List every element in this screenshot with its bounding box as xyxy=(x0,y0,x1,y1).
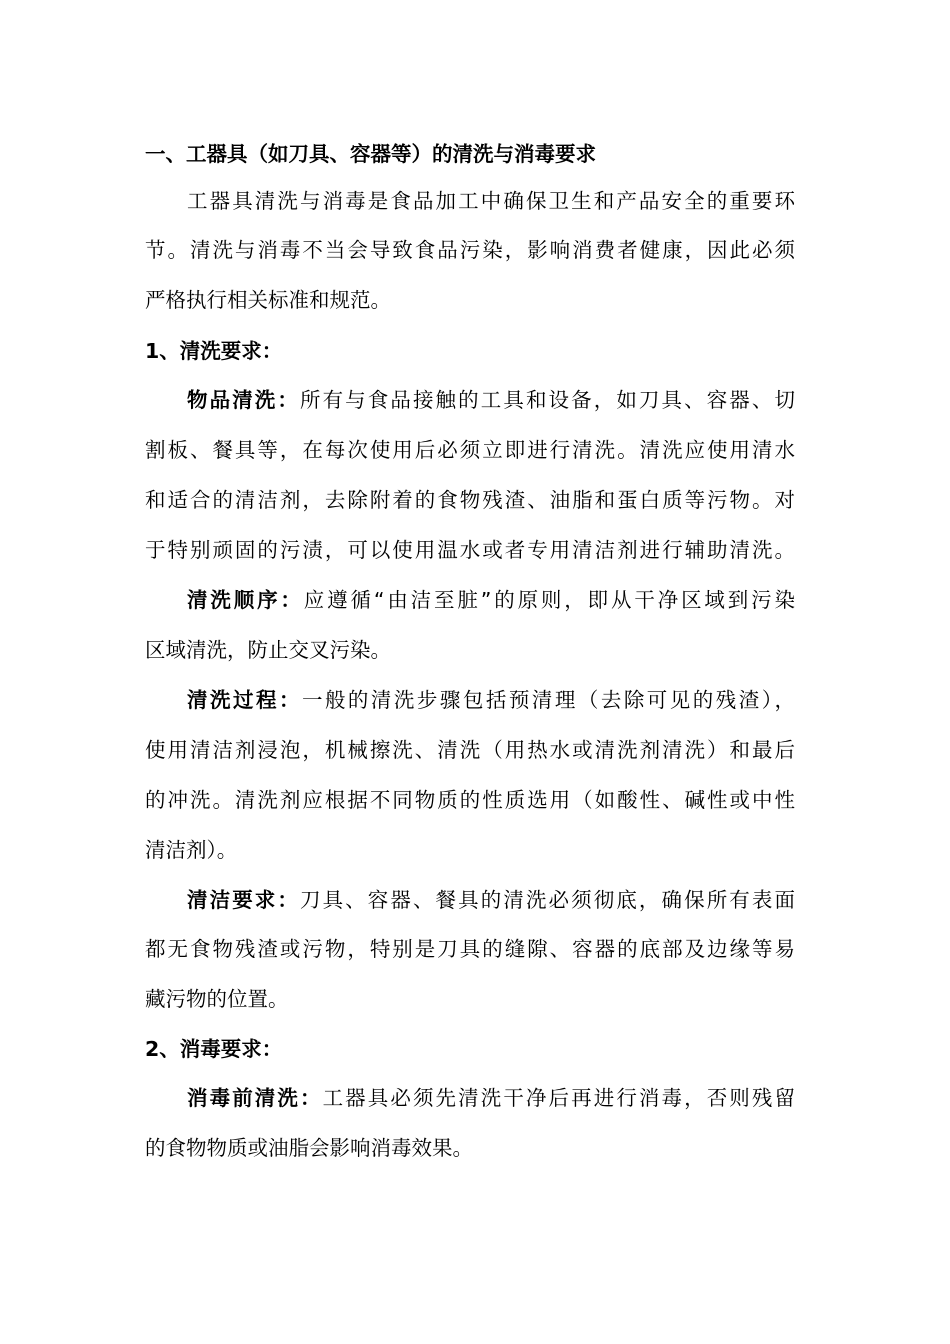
paragraph-first-line xyxy=(145,686,795,714)
term-label: 清洁要求： xyxy=(187,888,300,912)
paragraph-line: 区域清洗，防止交叉污染。 xyxy=(145,638,391,662)
intro-line-2: 节。清洗与消毒不当会导致食品污染，影响消费者健康，因此必须 xyxy=(145,238,795,262)
paragraph-text: 工器具必须先清洗干净后再进行消毒，否则残留 xyxy=(322,1086,795,1110)
paragraph-first-line xyxy=(145,1084,795,1112)
paragraph-line: 都无食物残渣或污物，特别是刀具的缝隙、容器的底部及边缘等易 xyxy=(145,937,795,961)
paragraph-first-line xyxy=(145,886,795,914)
paragraph-line: 割板、餐具等，在每次使用后必须立即进行清洗。清洗应使用清水 xyxy=(145,438,795,462)
subsection-title-disinfection: 2、消毒要求： xyxy=(145,1037,283,1061)
paragraph-line: 的食物物质或油脂会影响消毒效果。 xyxy=(145,1136,473,1160)
term-label: 物品清洗： xyxy=(187,388,300,412)
paragraph-text: 一般的清洗步骤包括预清理（去除可见的残渣）， xyxy=(301,688,795,712)
paragraph-line: 于特别顽固的污渍，可以使用温水或者专用清洁剂进行辅助清洗。 xyxy=(145,538,795,562)
paragraph-text: 所有与食品接触的工具和设备，如刀具、容器、切 xyxy=(299,388,796,412)
section-heading: 一、工器具（如刀具、容器等）的清洗与消毒要求 xyxy=(145,142,596,166)
paragraph-line: 和适合的清洁剂，去除附着的食物残渣、油脂和蛋白质等污物。对 xyxy=(145,488,795,512)
term-label: 消毒前清洗： xyxy=(187,1086,323,1110)
paragraph-line: 藏污物的位置。 xyxy=(145,987,289,1011)
subsection-title-cleaning: 1、清洗要求： xyxy=(145,339,283,363)
intro-line-1: 工器具清洗与消毒是食品加工中确保卫生和产品安全的重要环 xyxy=(187,189,795,213)
paragraph-line: 使用清洁剂浸泡，机械擦洗、清洗（用热水或清洗剂清洗）和最后 xyxy=(145,738,795,762)
term-label: 清洗过程： xyxy=(187,688,302,712)
paragraph-first-line xyxy=(145,386,795,414)
paragraph-text: 应遵循“由洁至脏”的原则，即从干净区域到污染 xyxy=(303,588,795,612)
paragraph-line: 清洁剂）。 xyxy=(145,838,238,862)
intro-line-3: 严格执行相关标准和规范。 xyxy=(145,288,391,312)
term-label: 清洗顺序： xyxy=(187,588,304,612)
paragraph-first-line xyxy=(145,586,795,614)
paragraph-text: 刀具、容器、餐具的清洗必须彻底，确保所有表面 xyxy=(299,888,796,912)
paragraph-line: 的冲洗。清洗剂应根据不同物质的性质选用（如酸性、碱性或中性 xyxy=(145,788,795,812)
